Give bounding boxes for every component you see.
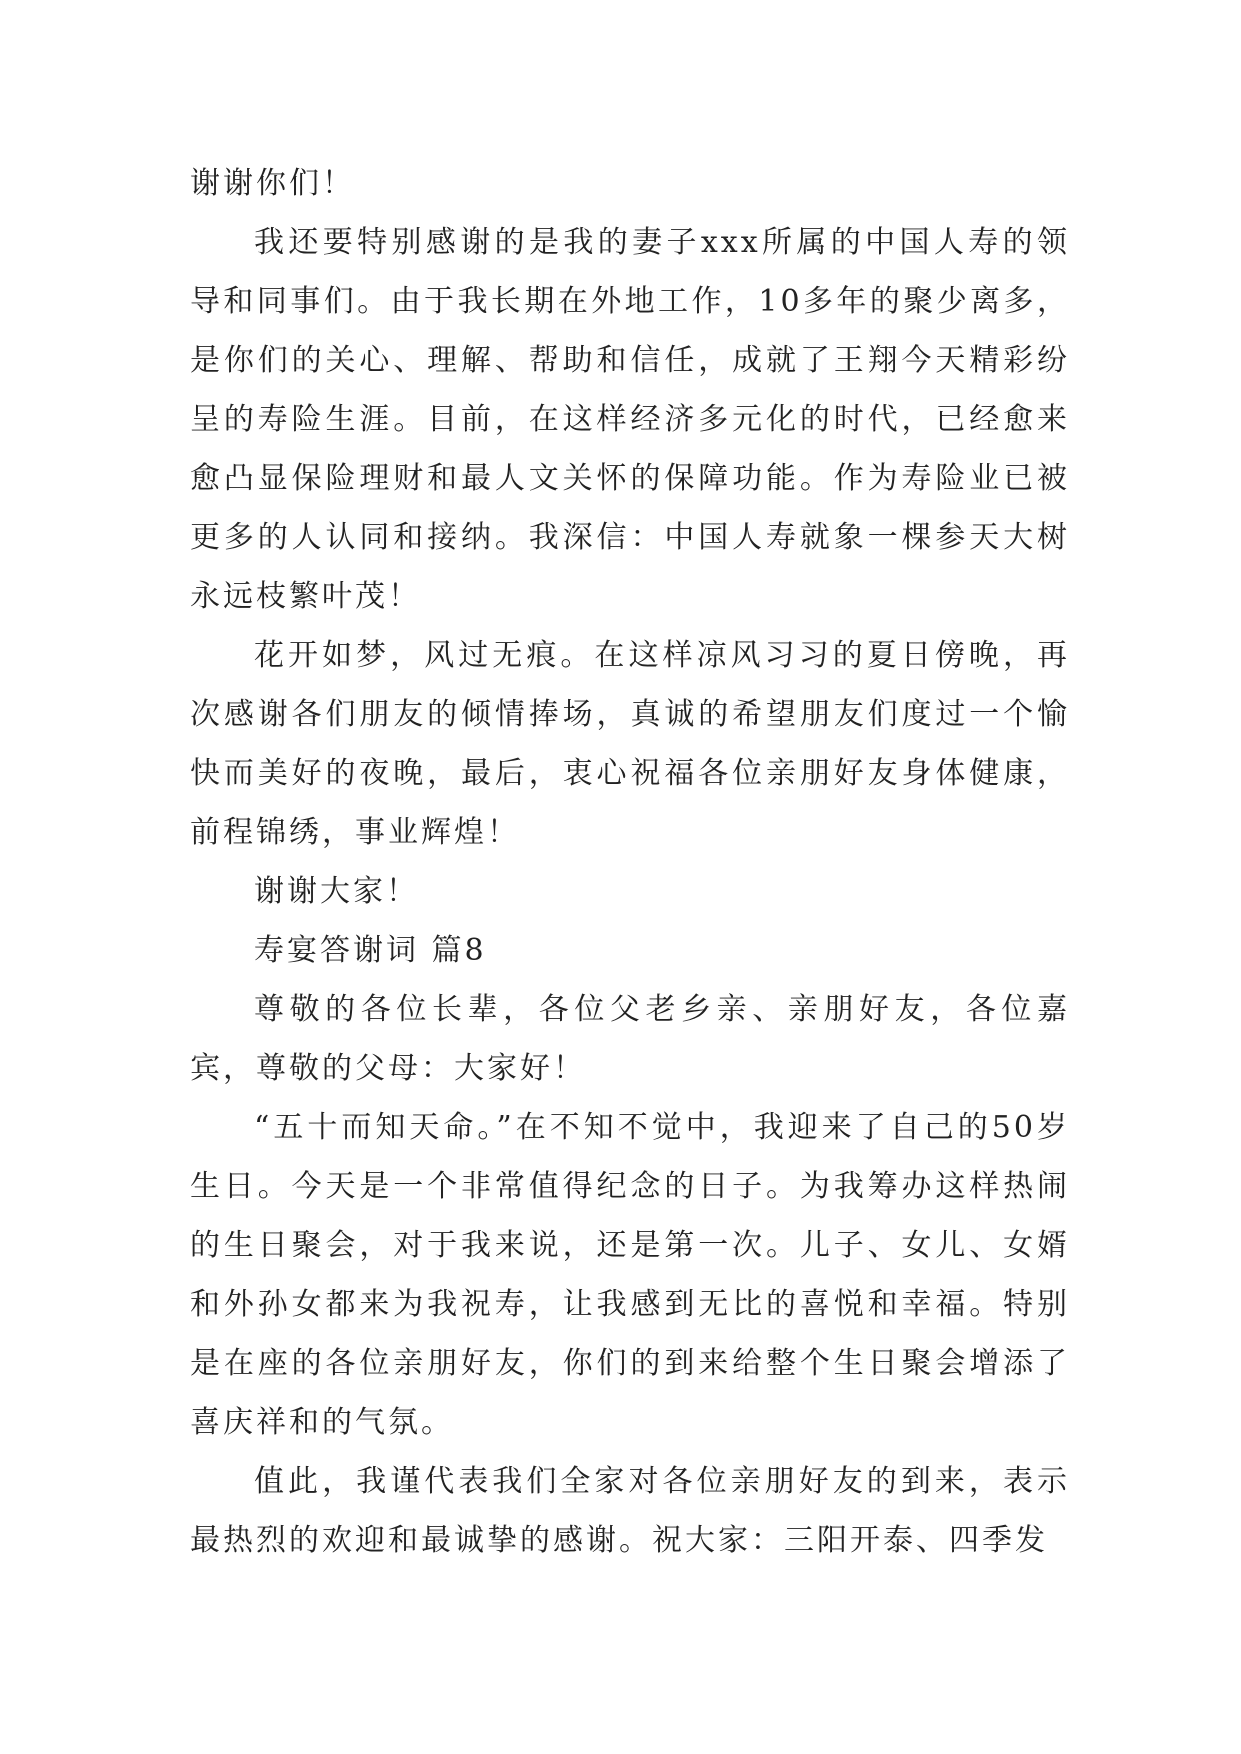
document-body xyxy=(190,154,1070,1570)
paragraph-fiftieth-birthday: “五十而知天命。”在不知不觉中，我迎来了自己的50岁生日。今天是一个非常值得纪念的日子。为我筹办这样热闹的生日聚会，对于我来说，还是第一次。儿子、女儿、女婿和外孙女都来为我祝寿，让我感到无比的喜悦和幸福。特别是在座的各位亲朋好友，你们的到来给整个生日聚会增添了喜庆祥和的气氛。 xyxy=(190,1110,1070,1440)
paragraph-thanks-you-all: 谢谢你们！ xyxy=(190,166,355,201)
paragraph-salutation: 尊敬的各位长辈，各位父老乡亲、亲朋好友，各位嘉宾，尊敬的父母：大家好！ xyxy=(190,992,1070,1086)
paragraph-welcome-and-thanks: 值此，我谨代表我们全家对各位亲朋好友的到来，表示最热烈的欢迎和最诚挚的感谢。祝大家：三阳开泰、四季发 xyxy=(190,1464,1070,1558)
paragraph-thanks-to-wife-colleagues: 我还要特别感谢的是我的妻子xxx所属的中国人寿的领导和同事们。由于我长期在外地工作，10多年的聚少离多，是你们的关心、理解、帮助和信任，成就了王翔今天精彩纷呈的寿险生涯。目前，在这样经济多元化的时代，已经愈来愈凸显保险理财和最人文关怀的保障功能。作为寿险业已被更多的人认同和接纳。我深信：中国人寿就象一棵参天大树永远枝繁叶茂！ xyxy=(190,225,1070,614)
paragraph-thanks-everyone: 谢谢大家！ xyxy=(254,874,419,909)
section-heading: 寿宴答谢词 篇8 xyxy=(254,933,487,968)
paragraph-closing-wishes: 花开如梦，风过无痕。在这样凉风习习的夏日傍晚，再次感谢各们朋友的倾情捧场，真诚的希望朋友们度过一个愉快而美好的夜晚，最后，衷心祝福各位亲朋好友身体健康，前程锦绣，事业辉煌！ xyxy=(190,638,1070,850)
